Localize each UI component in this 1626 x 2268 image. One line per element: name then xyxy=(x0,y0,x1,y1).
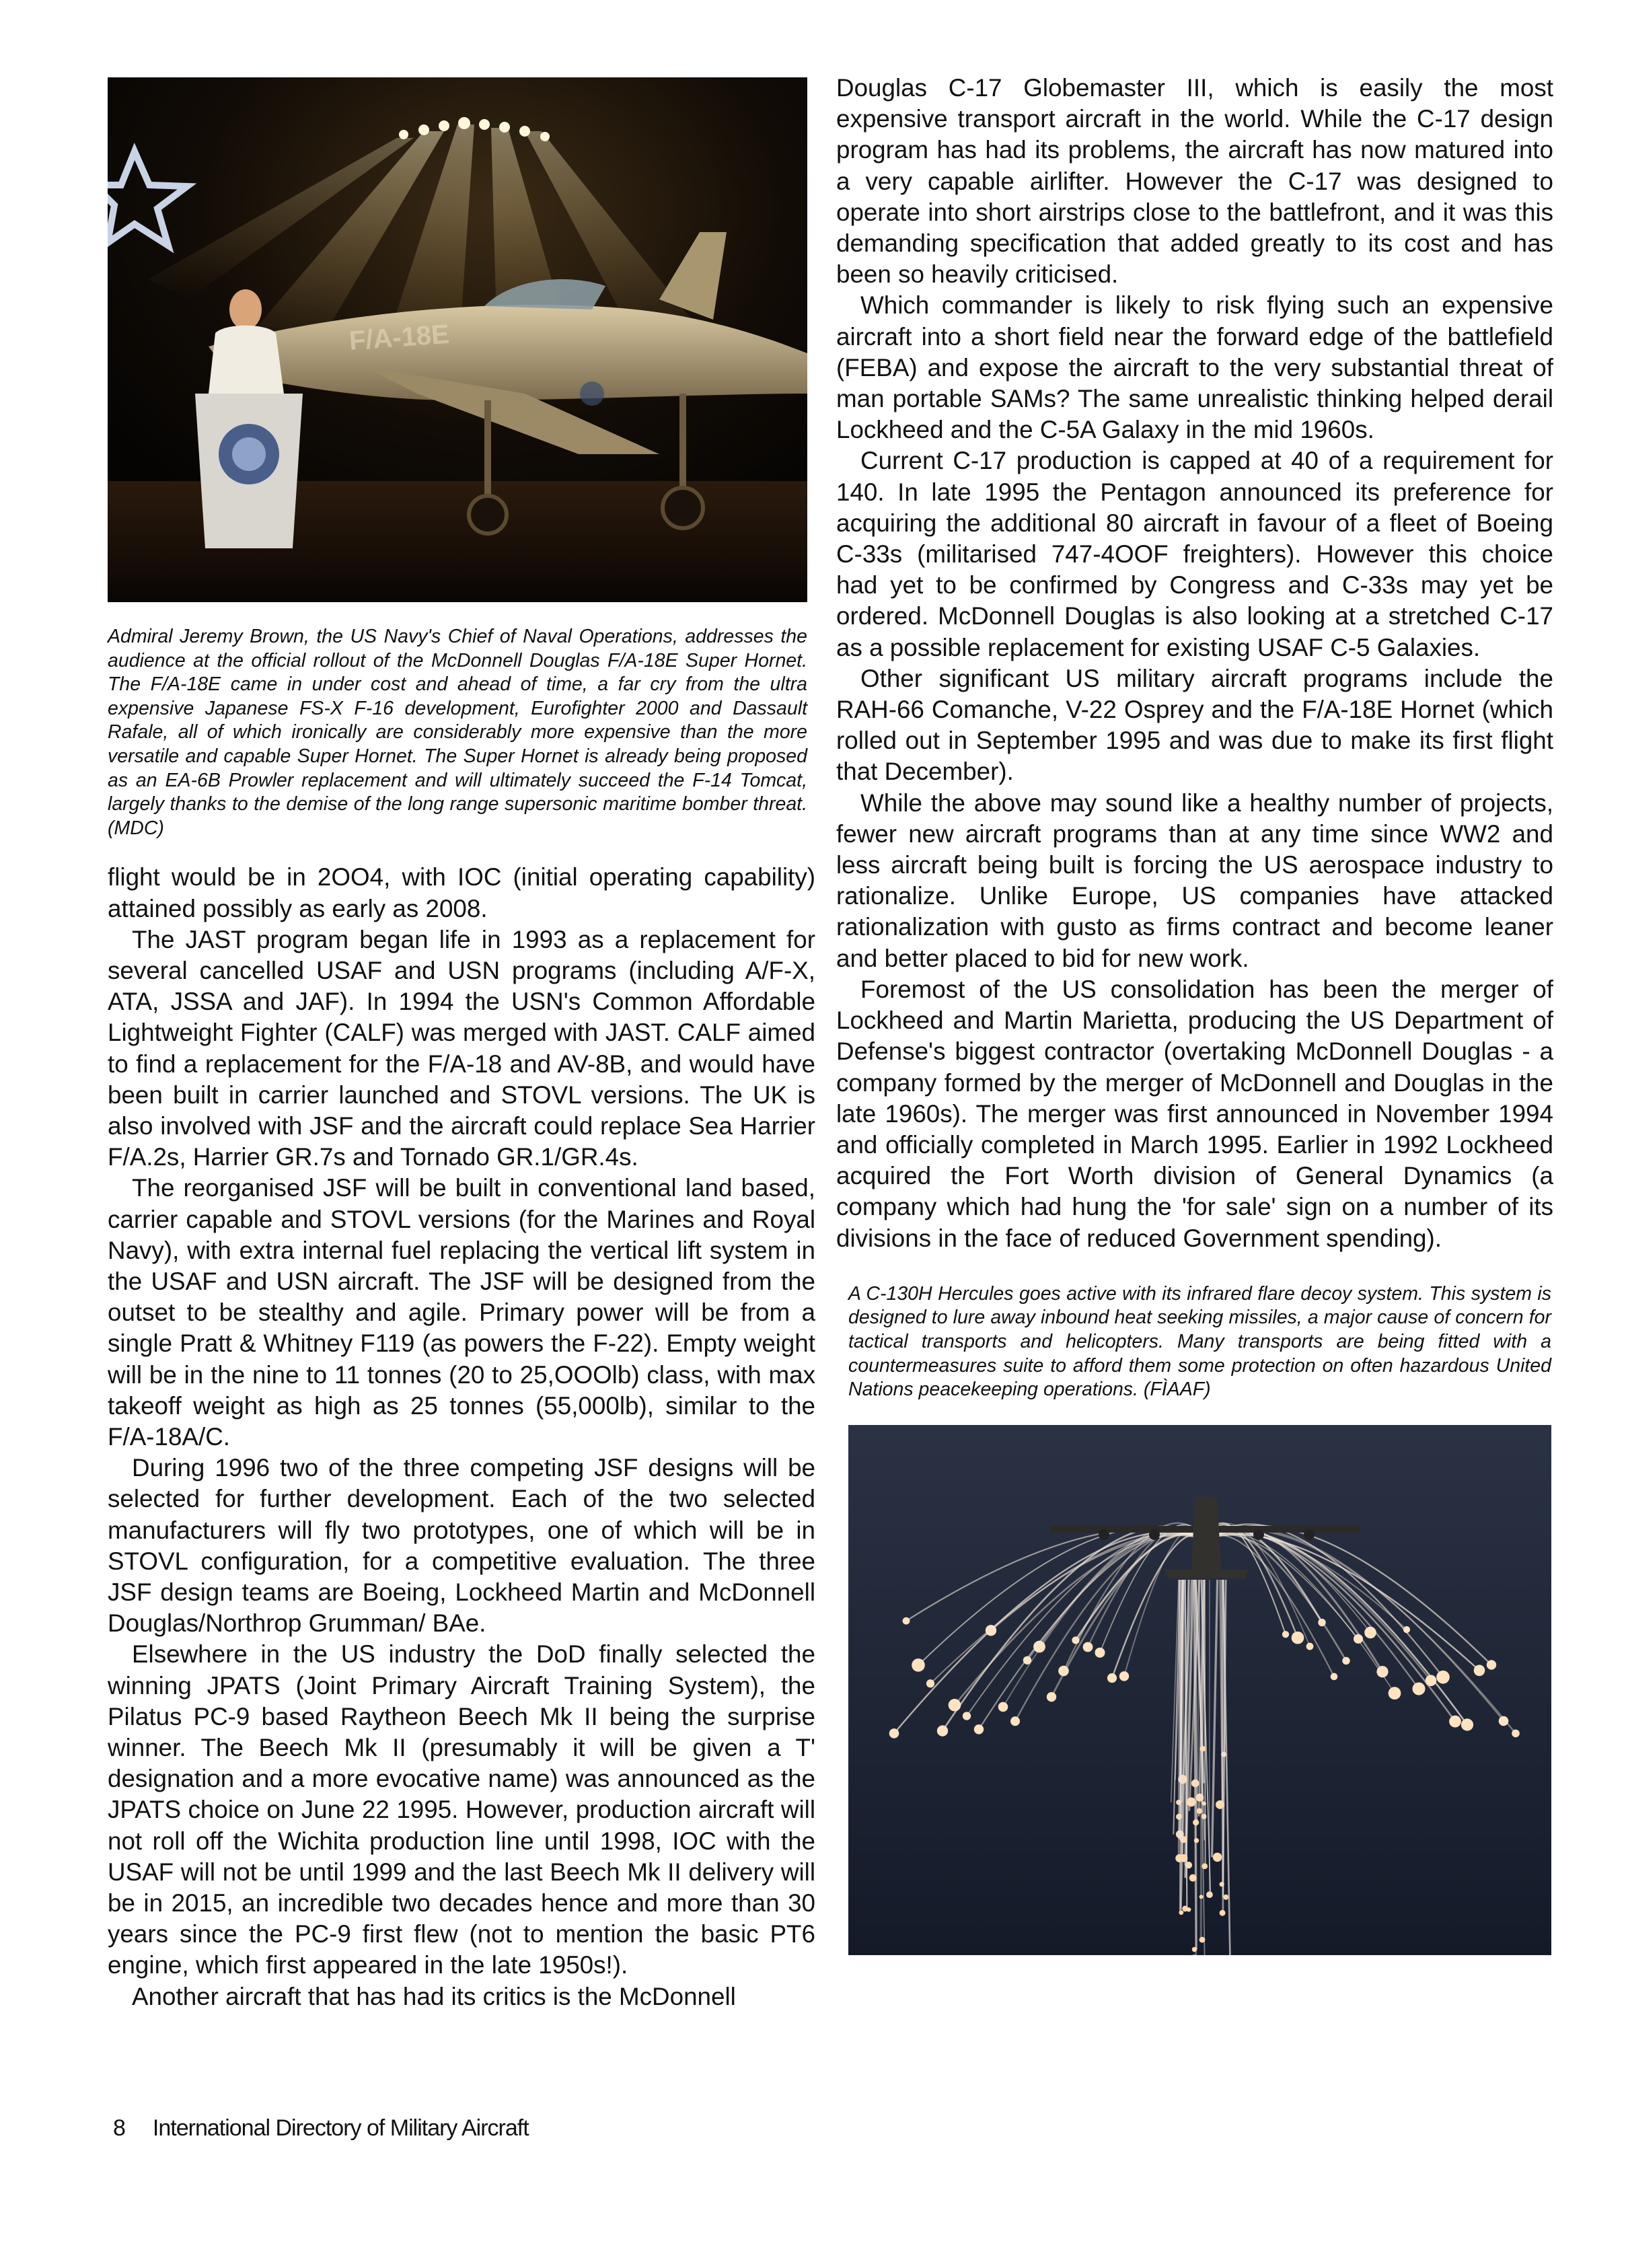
left-paragraph-4: During 1996 two of the three competing JSF designs will be selected for further development. Each of the two selected manufacturers will fly two prototypes, one of which will be in STOVL configuration, for a competitive evaluation. The three JSF design teams are Boeing, Lockheed Martin and McDonnell Douglas/Northrop Grumman/ BAe. xyxy=(108,1454,815,1638)
left-body-text xyxy=(108,862,815,2012)
right-paragraph-6: Foremost of the US consolidation has been the merger of Lockheed and Martin Marietta, producing the US Department of Defense's biggest contractor (overtaking McDonnell Douglas - a company formed by the merger of McDonnell and Douglas in the late 1960s). The merger was first announced in November 1994 and officially completed in March 1995. Earlier in 1992 Lockheed acquired the Fort Worth division of General Dynamics (a company which had hung the 'for sale' sign on a number of its divisions in the face of reduced Government spending). xyxy=(836,975,1553,1252)
right-body-text xyxy=(836,73,1553,1254)
c130h-flare-illustration xyxy=(848,1425,1551,1955)
right-paragraph-4: Other significant US military aircraft programs include the RAH-66 Comanche, V-22 Osprey and the F/A-18E Hornet (which rolled out in September 1995 and was due to make its first flight that December). xyxy=(836,664,1553,786)
right-paragraph-3: Current C-17 production is capped at 40 of a requirement for 140. In late 1995 the Pentagon announced its preference for acquiring the additional 80 aircraft in favour of a fleet of Boeing C-33s (militarised 747-4OOF freighters). However this choice had yet to be confirmed by Congress and C-33s may yet be ordered. McDonnell Douglas is also looking at a stretched C-17 as a possible replacement for existing USAF C-5 Galaxies. xyxy=(836,447,1553,661)
page-footer xyxy=(113,2115,529,2142)
right-paragraph-1: Douglas C-17 Globemaster III, which is easily the most expensive transport aircraft in the world. While the C-17 design program has had its problems, the aircraft has now matured into a very capable airlifter. However the C-17 was designed to operate into short airstrips close to the battlefront, and it was this demanding specification that added greatly to its cost and has been so heavily criticised. xyxy=(836,74,1553,289)
c130h-flare-photo xyxy=(848,1425,1551,1955)
super-hornet-rollout-illustration xyxy=(108,77,807,602)
left-paragraph-2: The JAST program began life in 1993 as a replacement for several cancelled USAF and USN programs (including A/F-X, ATA, JSSA and JAF). In 1994 the USN's Common Affordable Lightweight Fighter (CALF) was merged with JAST. CALF aimed to find a replacement for the F/A-18 and AV-8B, and would have been built in carrier launched and STOVL versions. The UK is also involved with JSF and the aircraft could replace Sea Harrier F/A.2s, Harrier GR.7s and Tornado GR.1/GR.4s. xyxy=(108,925,815,1171)
left-paragraph-6: Another aircraft that has had its critics is the McDonnell xyxy=(132,1982,736,2010)
flare-photo-caption: A C-130H Hercules goes active with its infrared flare decoy system. This system is designed to lure away inbound heat seeking missiles, a major cause of concern for tactical transports and helicopters. Many transports are being fitted with a countermeasures suite to afford them some protection on often hazardous United Nations peacekeeping operations. (FÌAAF) xyxy=(848,1282,1551,1401)
aircraft-marking: F/A-18E xyxy=(348,319,451,356)
right-paragraph-2: Which commander is likely to risk flying such an expensive aircraft into a short field near the forward edge of the battlefield (FEBA) and expose the aircraft to the very substantial threat of man portable SAMs? The same unrealistic thinking helped derail Lockheed and the C-5A Galaxy in the mid 1960s. xyxy=(836,291,1553,444)
left-paragraph-3: The reorganised JSF will be built in conventional land based, carrier capable and STOVL versions (for the Marines and Royal Navy), with extra internal fuel replacing the vertical lift system in the USAF and USN aircraft. The JSF will be designed from the outset to be stealthy and agile. Primary power will be from a single Pratt & Whitney F119 (as powers the F-22). Empty weight will be in the nine to 11 tonnes (20 to 25,OOOlb) class, with max takeoff weight as high as 25 tonnes (55,000lb), similar to the F/A-18A/C. xyxy=(108,1174,815,1451)
right-paragraph-5: While the above may sound like a healthy number of projects, fewer new aircraft programs than at any time since WW2 and less aircraft being built is forcing the US aerospace industry to rationalize. Unlike Europe, US companies have attacked rationalization with gusto as firms contract and become leaner and better placed to bid for new work. xyxy=(836,789,1553,972)
page-number: 8 xyxy=(113,2115,126,2141)
left-column xyxy=(108,77,815,2012)
left-paragraph-1: flight would be in 2OO4, with IOC (initial operating capability) attained possibly as early as 2008. xyxy=(108,863,815,922)
right-column xyxy=(836,73,1553,1955)
super-hornet-rollout-photo xyxy=(108,77,807,602)
publication-title: International Directory of Military Aircraft xyxy=(152,2115,529,2141)
rollout-photo-caption: Admiral Jeremy Brown, the US Navy's Chief of Naval Operations, addresses the audience at the official rollout of the McDonnell Douglas F/A-18E Super Hornet. The F/A-18E came in under cost and ahead of time, a far cry from the ultra expensive Japanese FS-X F-16 development, Eurofighter 2000 and Dassault Rafale, all of which ironically are considerably more expensive than the more versatile and capable Super Hornet. The Super Hornet is already being proposed as an EA-6B Prowler replacement and will ultimately succeed the F-14 Tomcat, largely thanks to the demise of the long range supersonic maritime bomber threat. (MDC) xyxy=(108,626,807,839)
left-paragraph-5: Elsewhere in the US industry the DoD finally selected the winning JPATS (Joint Primary Aircraft Training System), the Pilatus PC-9 based Raytheon Beech Mk II being the surprise winner. The Beech Mk II (presumably it will be given a T' designation and a more evocative name) was announced as the JPATS choice on June 22 1995. However, production aircraft will not roll off the Wichita production line until 1998, IOC with the USAF will not be until 1999 and the last Beech Mk II delivery will be in 2015, an incredible two decades hence and more than 30 years since the PC-9 first flew (not to mention the basic PT6 engine, which first appeared in the late 1950s!). xyxy=(108,1640,815,1979)
